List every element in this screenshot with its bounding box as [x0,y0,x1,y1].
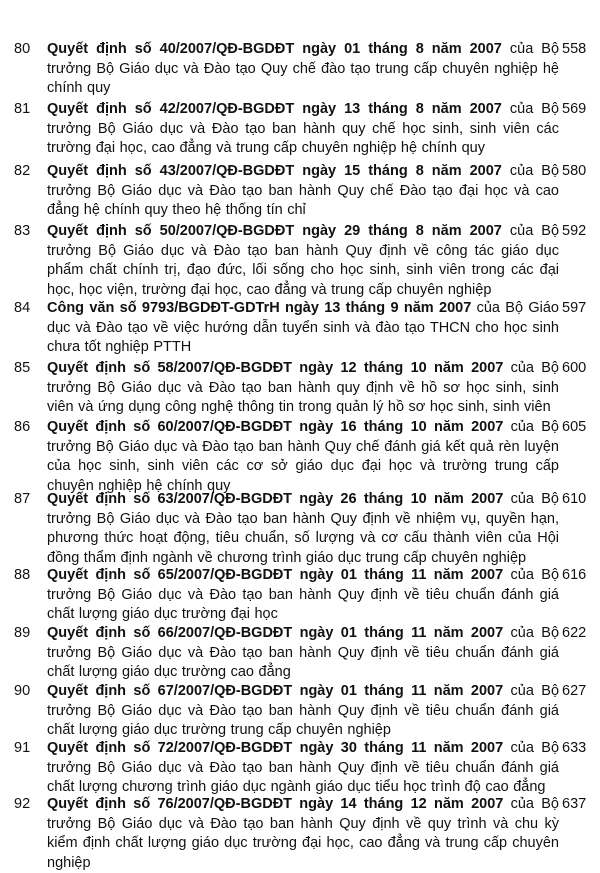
entry-description: của Bộ trưởng Bộ Giáo dục và Đào tạo ban hành Quy định về tiêu chuẩn đánh giá chất lượng giáo dục trường trung cấp chuyên nghiệp [47,683,560,738]
entry-description: của Bộ trưởng Bộ Giáo dục và Đào tạo ban hành Quy định về công tác giáo dục phẩm chất chính trị, đạo đức, lối sống cho học sinh, sinh viên trong các đại học, học viện, trường đại học, cao đẳng và trung cấp chuyên nghiệp [47,223,560,298]
entry-description: của Bộ trưởng Bộ Giáo dục và Đào tạo ban hành Quy chế đánh giá kết quả rèn luyện của học sinh, sinh viên các cơ sở giáo dục đại học và trường trung cấp chuyên nghiệp hệ chính quy [47,419,559,494]
entry-text [47,359,559,418]
entry-description: của Bộ trưởng Bộ Giáo dục và Đào tạo ban hành Quy định về tiêu chuẩn đánh giá chất lượng giáo dục trường cao đẳng [47,625,560,680]
entry-title: Quyết định số 42/2007/QĐ-BGDĐT ngày 13 tháng 8 năm 2007 [47,101,502,117]
entry-title: Quyết định số 43/2007/QĐ-BGDĐT ngày 15 tháng 8 năm 2007 [47,163,502,179]
entry-title: Công văn số 9793/BGDĐT-GDTrH ngày 13 tháng 9 năm 2007 [47,300,472,316]
entry-page-number: 637 [562,796,587,812]
entry-text [47,566,559,625]
entry-page-number: 580 [562,163,587,179]
entry-text [47,299,559,358]
entry-page-number: 633 [562,740,587,756]
entry-number: 92 [14,796,31,812]
entry-title: Quyết định số 65/2007/QĐ-BGDĐT ngày 01 tháng 11 năm 2007 [47,567,504,583]
entry-page-number: 616 [562,567,587,583]
entry-number: 86 [14,419,31,435]
entry-number: 91 [14,740,31,756]
entry-description: của Bộ trưởng Bộ Giáo dục và Đào tạo ban hành Quy định về tiêu chuẩn đánh giá chất lượng giáo dục trường đại học [47,567,560,622]
entry-number: 82 [14,163,31,179]
entry-text [47,795,559,873]
entry-number: 81 [14,101,31,117]
entry-text [47,739,559,798]
entry-number: 84 [14,300,31,316]
entry-title: Quyết định số 60/2007/QĐ-BGDĐT ngày 16 tháng 10 năm 2007 [47,419,504,435]
entry-page-number: 597 [562,300,587,316]
entry-text [47,490,559,568]
entry-page-number: 600 [562,360,587,376]
entry-number: 83 [14,223,31,239]
entry-page-number: 558 [562,41,587,57]
entry-number: 80 [14,41,31,57]
entry-description: của Bộ Giáo dục và Đào tạo về việc hướng dẫn tuyển sinh và đào tạo THCN cho học sinh chưa tốt nghiệp PTTH [47,300,559,355]
entry-title: Quyết định số 63/2007/QĐ-BGDĐT ngày 26 tháng 10 năm 2007 [47,491,504,507]
entry-text [47,162,559,221]
entry-title: Quyết định số 66/2007/QĐ-BGDĐT ngày 01 tháng 11 năm 2007 [47,625,504,641]
entry-title: Quyết định số 76/2007/QĐ-BGDĐT ngày 14 tháng 12 năm 2007 [47,796,504,812]
entry-number: 88 [14,567,31,583]
entry-description: của Bộ trưởng Bộ Giáo dục và Đào tạo ban hành quy định về hồ sơ học sinh, sinh viên và ứng dụng công nghệ thông tin trong quản lý hồ sơ học sinh, sinh viên [47,360,559,415]
entry-title: Quyết định số 67/2007/QĐ-BGDĐT ngày 01 tháng 11 năm 2007 [47,683,504,699]
entry-description: của Bộ trưởng Bộ Giáo dục và Đào tạo ban hành Quy chế Đào tạo đại học và cao đẳng hệ chính quy theo hệ thống tín chỉ [47,163,560,218]
entry-text [47,222,559,300]
entry-text [47,624,559,683]
entry-title: Quyết định số 40/2007/QĐ-BGDĐT ngày 01 tháng 8 năm 2007 [47,41,502,57]
entry-description: của Bộ trưởng Bộ Giáo dục và Đào tạo ban hành quy chế học sinh, sinh viên các trường đại học, cao đẳng và trung cấp chuyên nghiệp hệ chính quy [47,101,560,156]
entry-description: của Bộ trưởng Bộ Giáo dục và Đào tạo ban hành Quy định về nhiệm vụ, quyền hạn, phương thức hoạt động, tiêu chuẩn, số lượng và cơ cấu thành viên của Hội đồng thẩm định ngành về chương trình giáo dục trung cấp chuyên nghiệp [47,491,559,566]
entry-text [47,40,559,99]
entry-page-number: 610 [562,491,587,507]
entry-title: Quyết định số 58/2007/QĐ-BGDĐT ngày 12 tháng 10 năm 2007 [47,360,504,376]
entry-page-number: 569 [562,101,587,117]
entry-description: của Bộ trưởng Bộ Giáo dục và Đào tạo ban hành Quy định về quy trình và chu kỳ kiểm định chất lượng giáo dục trường đại học, cao đẳng và trung cấp chuyên nghiệp [47,796,559,871]
entry-number: 87 [14,491,31,507]
entry-page-number: 592 [562,223,587,239]
entry-text [47,100,559,159]
entry-page-number: 605 [562,419,587,435]
entry-title: Quyết định số 50/2007/QĐ-BGDĐT ngày 29 tháng 8 năm 2007 [47,223,502,239]
entry-page-number: 622 [562,625,587,641]
entry-number: 90 [14,683,31,699]
entry-title: Quyết định số 72/2007/QĐ-BGDĐT ngày 30 tháng 11 năm 2007 [47,740,504,756]
entry-description: của Bộ trưởng Bộ Giáo dục và Đào tạo Quy chế đào tạo trung cấp chuyên nghiệp hệ chính quy [47,41,560,96]
entry-description: của Bộ trưởng Bộ Giáo dục và Đào tạo ban hành Quy định về tiêu chuẩn đánh giá chất lượng chương trình giáo dục ngành giáo dục tiểu học trình độ cao đẳng [47,740,560,795]
entry-page-number: 627 [562,683,587,699]
entry-text [47,418,559,496]
entry-number: 89 [14,625,31,641]
entry-text [47,682,559,741]
entry-number: 85 [14,360,31,376]
